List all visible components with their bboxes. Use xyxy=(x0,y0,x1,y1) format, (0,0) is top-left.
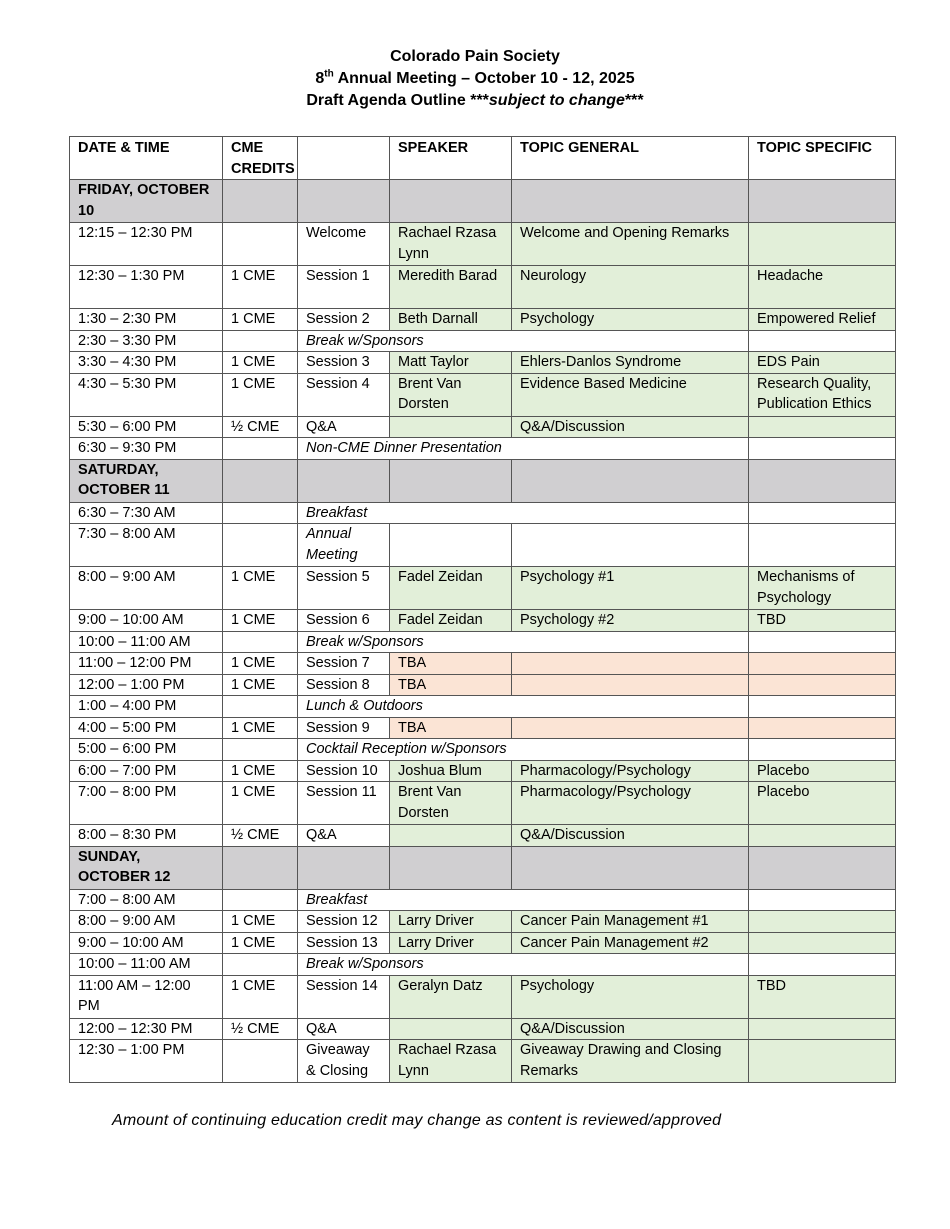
time-cell: 6:30 – 7:30 AM xyxy=(70,502,223,524)
column-header-date-time: DATE & TIME xyxy=(70,137,223,180)
meeting-row xyxy=(70,524,896,567)
day-filler-cell xyxy=(512,180,749,223)
topic-specific-cell xyxy=(749,502,896,524)
time-cell: 6:00 – 7:00 PM xyxy=(70,760,223,782)
event-cell: Breakfast xyxy=(298,889,749,911)
topic-general-cell: Q&A/Discussion xyxy=(512,416,749,438)
session-row xyxy=(70,911,896,933)
cme-cell: 1 CME xyxy=(223,653,298,675)
time-cell: 12:15 – 12:30 PM xyxy=(70,223,223,266)
session-cell: Session 1 xyxy=(298,266,390,309)
event-cell: Breakfast xyxy=(298,502,749,524)
topic-specific-cell xyxy=(749,932,896,954)
agenda-subtitle xyxy=(0,90,950,112)
cme-cell xyxy=(223,696,298,718)
speaker-cell: TBA xyxy=(390,674,512,696)
time-cell: 4:00 – 5:00 PM xyxy=(70,717,223,739)
topic-general-cell xyxy=(512,653,749,675)
cme-cell xyxy=(223,739,298,761)
topic-specific-cell xyxy=(749,1018,896,1040)
topic-specific-cell: Placebo xyxy=(749,760,896,782)
session-row xyxy=(70,266,896,309)
meeting-dates: Annual Meeting – October 10 - 12, 2025 xyxy=(333,70,635,87)
day-filler-cell xyxy=(390,846,512,889)
topic-general-cell: Psychology xyxy=(512,309,749,331)
day-filler-cell xyxy=(749,180,896,223)
session-cell: Session 9 xyxy=(298,717,390,739)
time-cell: 5:30 – 6:00 PM xyxy=(70,416,223,438)
time-cell: 8:00 – 9:00 AM xyxy=(70,911,223,933)
event-row xyxy=(70,502,896,524)
session-cell: Q&A xyxy=(298,416,390,438)
day-filler-cell xyxy=(749,846,896,889)
cme-cell xyxy=(223,502,298,524)
topic-specific-cell xyxy=(749,524,896,567)
session-cell: Session 10 xyxy=(298,760,390,782)
document-header xyxy=(0,46,950,112)
day-header-row xyxy=(70,846,896,889)
day-label: SATURDAY, OCTOBER 11 xyxy=(70,459,223,502)
topic-general-cell: Q&A/Discussion xyxy=(512,825,749,847)
session-cell: Welcome xyxy=(298,223,390,266)
cme-cell xyxy=(223,889,298,911)
time-cell: 7:00 – 8:00 PM xyxy=(70,782,223,825)
cme-cell xyxy=(223,438,298,460)
topic-specific-cell xyxy=(749,696,896,718)
event-cell: Break w/Sponsors xyxy=(298,954,749,976)
speaker-cell: Larry Driver xyxy=(390,911,512,933)
topic-specific-cell xyxy=(749,631,896,653)
topic-general-cell: Cancer Pain Management #1 xyxy=(512,911,749,933)
header-row xyxy=(70,137,896,180)
event-cell: Break w/Sponsors xyxy=(298,631,749,653)
topic-general-cell xyxy=(512,524,749,567)
topic-general-cell: Evidence Based Medicine xyxy=(512,373,749,416)
topic-general-cell: Psychology xyxy=(512,975,749,1018)
session-cell: Session 7 xyxy=(298,653,390,675)
cme-cell: ½ CME xyxy=(223,1018,298,1040)
time-cell: 5:00 – 6:00 PM xyxy=(70,739,223,761)
session-row xyxy=(70,782,896,825)
session-cell: Giveaway & Closing xyxy=(298,1040,390,1083)
cme-cell: 1 CME xyxy=(223,932,298,954)
cme-cell: 1 CME xyxy=(223,717,298,739)
topic-specific-cell: TBD xyxy=(749,610,896,632)
topic-general-cell xyxy=(512,674,749,696)
speaker-cell xyxy=(390,1018,512,1040)
speaker-cell: Rachael Rzasa Lynn xyxy=(390,1040,512,1083)
time-cell: 12:00 – 1:00 PM xyxy=(70,674,223,696)
cme-cell xyxy=(223,1040,298,1083)
topic-specific-cell: TBD xyxy=(749,975,896,1018)
time-cell: 2:30 – 3:30 PM xyxy=(70,330,223,352)
event-row xyxy=(70,954,896,976)
speaker-cell: Fadel Zeidan xyxy=(390,567,512,610)
topic-general-cell: Pharmacology/Psychology xyxy=(512,782,749,825)
meeting-title xyxy=(0,68,950,90)
speaker-cell: Brent Van Dorsten xyxy=(390,782,512,825)
day-filler-cell xyxy=(749,459,896,502)
session-cell: Session 4 xyxy=(298,373,390,416)
time-cell: 12:30 – 1:30 PM xyxy=(70,266,223,309)
topic-general-cell: Psychology #2 xyxy=(512,610,749,632)
topic-general-cell: Ehlers-Danlos Syndrome xyxy=(512,352,749,374)
session-cell: Session 2 xyxy=(298,309,390,331)
cme-cell xyxy=(223,954,298,976)
day-filler-cell xyxy=(223,459,298,502)
topic-general-cell xyxy=(512,717,749,739)
session-cell: Q&A xyxy=(298,825,390,847)
topic-specific-cell: Headache xyxy=(749,266,896,309)
speaker-cell: Joshua Blum xyxy=(390,760,512,782)
cme-cell: 1 CME xyxy=(223,674,298,696)
topic-specific-cell: Mechanisms of Psychology xyxy=(749,567,896,610)
cme-cell: 1 CME xyxy=(223,309,298,331)
cme-cell xyxy=(223,524,298,567)
cme-cell: 1 CME xyxy=(223,567,298,610)
event-cell: Cocktail Reception w/Sponsors xyxy=(298,739,749,761)
topic-general-cell: Pharmacology/Psychology xyxy=(512,760,749,782)
time-cell: 10:00 – 11:00 AM xyxy=(70,631,223,653)
session-row xyxy=(70,975,896,1018)
time-cell: 8:00 – 9:00 AM xyxy=(70,567,223,610)
session-row xyxy=(70,760,896,782)
event-row xyxy=(70,438,896,460)
cme-cell: 1 CME xyxy=(223,782,298,825)
subtitle-text: Draft Agenda Outline *** xyxy=(306,92,489,109)
time-cell: 6:30 – 9:30 PM xyxy=(70,438,223,460)
speaker-cell: Larry Driver xyxy=(390,932,512,954)
speaker-cell: Matt Taylor xyxy=(390,352,512,374)
session-row xyxy=(70,567,896,610)
session-cell: Session 13 xyxy=(298,932,390,954)
topic-specific-cell xyxy=(749,954,896,976)
subtitle-italic: subject to change xyxy=(488,92,625,109)
cme-cell: 1 CME xyxy=(223,266,298,309)
time-cell: 12:30 – 1:00 PM xyxy=(70,1040,223,1083)
session-row xyxy=(70,416,896,438)
session-cell: Session 11 xyxy=(298,782,390,825)
topic-specific-cell xyxy=(749,717,896,739)
cme-cell: ½ CME xyxy=(223,825,298,847)
society-title: Colorado Pain Society xyxy=(390,48,560,65)
event-row xyxy=(70,330,896,352)
session-row xyxy=(70,373,896,416)
time-cell: 3:30 – 4:30 PM xyxy=(70,352,223,374)
day-filler-cell xyxy=(223,846,298,889)
topic-specific-cell: Research Quality, Publication Ethics xyxy=(749,373,896,416)
session-row xyxy=(70,825,896,847)
agenda-body xyxy=(70,180,896,1083)
topic-general-cell: Cancer Pain Management #2 xyxy=(512,932,749,954)
event-row xyxy=(70,889,896,911)
column-header-topic-general: TOPIC GENERAL xyxy=(512,137,749,180)
topic-general-cell: Q&A/Discussion xyxy=(512,1018,749,1040)
session-cell: Session 3 xyxy=(298,352,390,374)
time-cell: 11:00 AM – 12:00 PM xyxy=(70,975,223,1018)
time-cell: 12:00 – 12:30 PM xyxy=(70,1018,223,1040)
day-filler-cell xyxy=(512,846,749,889)
time-cell: 4:30 – 5:30 PM xyxy=(70,373,223,416)
topic-specific-cell xyxy=(749,911,896,933)
cme-cell: 1 CME xyxy=(223,975,298,1018)
speaker-cell: Meredith Barad xyxy=(390,266,512,309)
time-cell: 9:00 – 10:00 AM xyxy=(70,610,223,632)
session-cell: Q&A xyxy=(298,1018,390,1040)
time-cell: 1:00 – 4:00 PM xyxy=(70,696,223,718)
topic-specific-cell xyxy=(749,416,896,438)
topic-specific-cell xyxy=(749,674,896,696)
topic-specific-cell xyxy=(749,330,896,352)
topic-general-cell: Neurology xyxy=(512,266,749,309)
session-cell: Annual Meeting xyxy=(298,524,390,567)
topic-specific-cell: Placebo xyxy=(749,782,896,825)
session-row xyxy=(70,309,896,331)
time-cell: 11:00 – 12:00 PM xyxy=(70,653,223,675)
time-cell: 8:00 – 8:30 PM xyxy=(70,825,223,847)
speaker-cell: Brent Van Dorsten xyxy=(390,373,512,416)
day-header-row xyxy=(70,459,896,502)
cme-cell: 1 CME xyxy=(223,911,298,933)
topic-specific-cell xyxy=(749,739,896,761)
session-row xyxy=(70,610,896,632)
topic-specific-cell xyxy=(749,825,896,847)
topic-specific-cell: EDS Pain xyxy=(749,352,896,374)
speaker-cell: TBA xyxy=(390,717,512,739)
column-header-speaker: SPEAKER xyxy=(390,137,512,180)
session-cell: Session 8 xyxy=(298,674,390,696)
session-row xyxy=(70,932,896,954)
day-filler-cell xyxy=(223,180,298,223)
cme-cell xyxy=(223,223,298,266)
session-cell: Session 14 xyxy=(298,975,390,1018)
column-header-session xyxy=(298,137,390,180)
cme-cell xyxy=(223,330,298,352)
session-row xyxy=(70,674,896,696)
day-filler-cell xyxy=(298,459,390,502)
day-filler-cell xyxy=(298,180,390,223)
topic-specific-cell: Empowered Relief xyxy=(749,309,896,331)
time-cell: 1:30 – 2:30 PM xyxy=(70,309,223,331)
speaker-cell: Fadel Zeidan xyxy=(390,610,512,632)
agenda-table xyxy=(69,136,896,1083)
topic-general-cell: Psychology #1 xyxy=(512,567,749,610)
session-row xyxy=(70,223,896,266)
day-filler-cell xyxy=(298,846,390,889)
speaker-cell xyxy=(390,416,512,438)
session-row xyxy=(70,1040,896,1083)
cme-cell xyxy=(223,631,298,653)
day-filler-cell xyxy=(390,459,512,502)
session-row xyxy=(70,352,896,374)
time-cell: 7:00 – 8:00 AM xyxy=(70,889,223,911)
day-label: SUNDAY, OCTOBER 12 xyxy=(70,846,223,889)
session-row xyxy=(70,653,896,675)
cme-cell: 1 CME xyxy=(223,610,298,632)
event-cell: Break w/Sponsors xyxy=(298,330,749,352)
day-label: FRIDAY, OCTOBER 10 xyxy=(70,180,223,223)
topic-specific-cell xyxy=(749,438,896,460)
subtitle-end: *** xyxy=(624,92,644,109)
footer-note: Amount of continuing education credit may change as content is reviewed/approved xyxy=(112,1112,722,1129)
topic-specific-cell xyxy=(749,889,896,911)
speaker-cell: Rachael Rzasa Lynn xyxy=(390,223,512,266)
speaker-cell: Beth Darnall xyxy=(390,309,512,331)
cme-cell: 1 CME xyxy=(223,352,298,374)
day-filler-cell xyxy=(512,459,749,502)
speaker-cell: Geralyn Datz xyxy=(390,975,512,1018)
ordinal-number: 8 xyxy=(315,70,325,87)
cme-cell: ½ CME xyxy=(223,416,298,438)
session-row xyxy=(70,717,896,739)
column-header-cme-credits: CME CREDITS xyxy=(223,137,298,180)
speaker-cell: TBA xyxy=(390,653,512,675)
event-cell: Lunch & Outdoors xyxy=(298,696,749,718)
event-row xyxy=(70,696,896,718)
event-cell: Non-CME Dinner Presentation xyxy=(298,438,749,460)
speaker-cell xyxy=(390,825,512,847)
topic-specific-cell xyxy=(749,223,896,266)
topic-specific-cell xyxy=(749,653,896,675)
cme-cell: 1 CME xyxy=(223,373,298,416)
topic-specific-cell xyxy=(749,1040,896,1083)
session-cell: Session 6 xyxy=(298,610,390,632)
day-header-row xyxy=(70,180,896,223)
topic-general-cell: Giveaway Drawing and Closing Remarks xyxy=(512,1040,749,1083)
time-cell: 10:00 – 11:00 AM xyxy=(70,954,223,976)
session-cell: Session 5 xyxy=(298,567,390,610)
ordinal-suffix: th xyxy=(324,68,334,80)
session-row xyxy=(70,1018,896,1040)
session-cell: Session 12 xyxy=(298,911,390,933)
topic-general-cell: Welcome and Opening Remarks xyxy=(512,223,749,266)
speaker-cell xyxy=(390,524,512,567)
time-cell: 7:30 – 8:00 AM xyxy=(70,524,223,567)
column-header-topic-specific: TOPIC SPECIFIC xyxy=(749,137,896,180)
day-filler-cell xyxy=(390,180,512,223)
cme-cell: 1 CME xyxy=(223,760,298,782)
event-row xyxy=(70,739,896,761)
time-cell: 9:00 – 10:00 AM xyxy=(70,932,223,954)
event-row xyxy=(70,631,896,653)
